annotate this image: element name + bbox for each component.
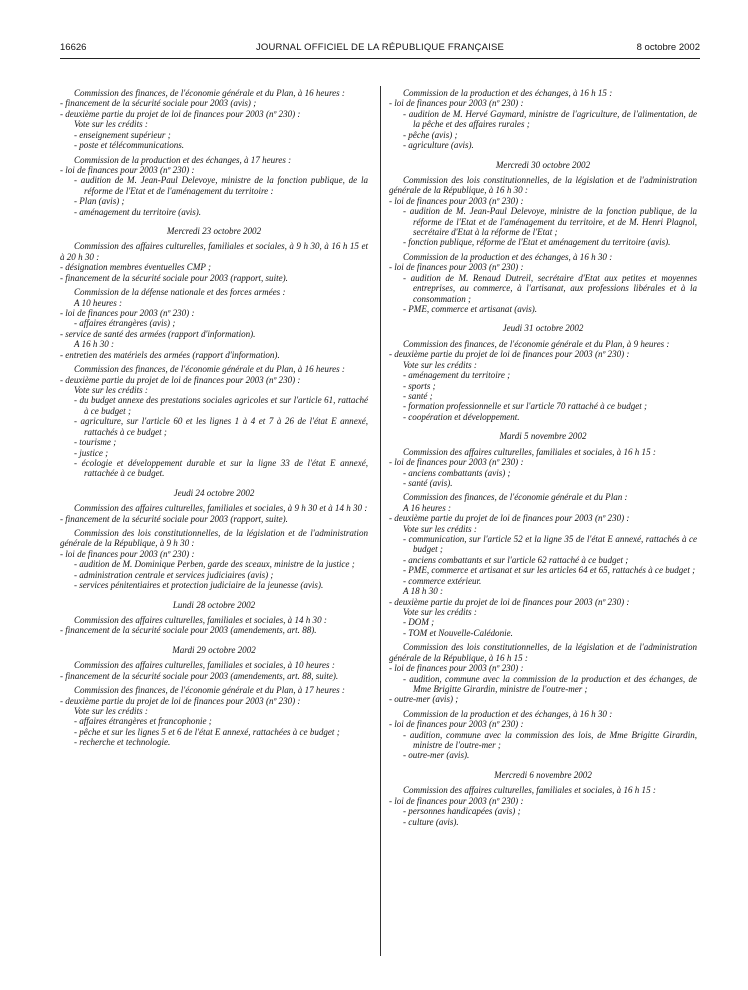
agenda-subitem: - du budget annexe des prestations sociales agricoles et sur l'article 61, rattaché à ce budget ;	[74, 395, 368, 416]
agenda-subitem: - pêche et sur les lignes 5 et 6 de l'état E annexé, rattachées à ce budget ;	[74, 726, 340, 737]
agenda-item: - loi de finances pour 2003 (nº 230) :	[389, 795, 524, 806]
agenda-subitem: - anciens combattants (avis) ;	[403, 467, 511, 478]
agenda-label: Vote sur les crédits :	[74, 119, 148, 130]
date-heading: Jeudi 31 octobre 2002	[502, 323, 584, 334]
agenda-item: - désignation membres éventuelles CMP ;	[60, 262, 211, 273]
agenda-item: - financement de la sécurité sociale pour 2003 (avis) ;	[60, 98, 257, 109]
agenda-subitem: - agriculture (avis).	[403, 140, 474, 151]
agenda-item: - financement de la sécurité sociale pour 2003 (rapport, suite).	[60, 513, 288, 524]
date-heading: Mercredi 30 octobre 2002	[495, 159, 591, 170]
agenda-subitem: - PME, commerce et artisanat (avis).	[403, 304, 538, 315]
page-number: 16626	[60, 42, 87, 53]
agenda-subitem: - enseignement supérieur ;	[74, 129, 171, 140]
agenda-subitem: - affaires étrangères et francophonie ;	[74, 716, 212, 727]
agenda-item: - loi de finances pour 2003 (nº 230) :	[389, 262, 524, 273]
session-intro: Commission de la défense nationale et des forces armées :	[74, 287, 286, 298]
agenda-label: A 16 heures :	[403, 502, 451, 513]
journal-title: JOURNAL OFFICIEL DE LA RÉPUBLIQUE FRANÇAISE	[255, 42, 505, 53]
agenda-item: - loi de finances pour 2003 (nº 230) :	[389, 195, 524, 206]
agenda-subitem: - aménagement du territoire (avis).	[74, 206, 202, 217]
agenda-subitem: - poste et télécommunications.	[74, 140, 185, 151]
agenda-label: Vote sur les crédits :	[403, 359, 477, 370]
agenda-item: - financement de la sécurité sociale pour 2003 (rapport, suite).	[60, 272, 288, 283]
session-intro: Commission de la production et des échanges, à 16 h 30 :	[403, 251, 613, 262]
agenda-label: Vote sur les crédits :	[74, 384, 148, 395]
session-intro: Commission des lois constitutionnelles, de la législation et de l'administration générale de la République, à 16 h 30 :	[389, 174, 697, 196]
agenda-item: - loi de finances pour 2003 (nº 230) :	[389, 719, 524, 730]
date-heading: Mercredi 6 novembre 2002	[494, 769, 592, 780]
agenda-item: - financement de la sécurité sociale pour 2003 (amendements, art. 88, suite).	[60, 670, 339, 681]
agenda-subitem: - PME, commerce et artisanat et sur les articles 64 et 65, rattachés à ce budget ;	[403, 565, 696, 576]
agenda-subitem: - aménagement du territoire ;	[403, 370, 511, 381]
agenda-subitem: - audition de M. Jean-Paul Delevoye, ministre de la fonction publique, de la réforme de l'Etat et de l'aménagement du territoire, et de M. Henri Plagnol, secrétaire d'Etat à la réforme de l'Etat ;	[403, 206, 697, 238]
session-intro: Commission des affaires culturelles, familiales et sociales, à 9 h 30 et à 14 h 30 :	[74, 503, 368, 514]
date-heading: Lundi 28 octobre 2002	[172, 599, 256, 610]
session-intro: Commission des finances, de l'économie générale et du Plan, à 16 heures :	[74, 364, 345, 375]
agenda-subitem: - services pénitentiaires et protection judiciaire de la jeunesse (avis).	[74, 580, 324, 591]
session-intro: Commission des affaires culturelles, familiales et sociales, à 14 h 30 :	[74, 614, 327, 625]
agenda-item: - deuxième partie du projet de loi de finances pour 2003 (nº 230) :	[389, 596, 630, 607]
agenda-item: - loi de finances pour 2003 (nº 230) :	[389, 457, 524, 468]
agenda-item: - loi de finances pour 2003 (nº 230) :	[60, 164, 195, 175]
agenda-subitem: - Plan (avis) ;	[74, 196, 125, 207]
agenda-subitem: - outre-mer (avis).	[403, 750, 470, 761]
header-rule	[60, 58, 700, 59]
agenda-subitem: - audition de M. Dominique Perben, garde des sceaux, ministre de la justice ;	[74, 559, 355, 570]
agenda-subitem: - communication, sur l'article 52 et la ligne 35 de l'état E annexé, rattachés à ce budget ;	[403, 534, 697, 555]
agenda-item: - financement de la sécurité sociale pour 2003 (amendements, art. 88).	[60, 625, 317, 636]
agenda-subitem: - fonction publique, réforme de l'Etat et aménagement du territoire (avis).	[403, 237, 671, 248]
agenda-subitem: - audition, commune avec la commission de la production et des échanges, de Mme Brigitte Girardin, ministre de l'outre-mer ;	[403, 673, 697, 694]
agenda-subitem: - coopération et développement.	[403, 411, 520, 422]
agenda-item: - deuxième partie du projet de loi de finances pour 2003 (nº 230) :	[389, 349, 630, 360]
column-divider	[380, 86, 381, 956]
agenda-label: Vote sur les crédits :	[403, 606, 477, 617]
issue-date: 8 octobre 2002	[636, 42, 700, 53]
agenda-subitem: - TOM et Nouvelle-Calédonie.	[403, 627, 513, 638]
date-heading: Mercredi 23 octobre 2002	[166, 226, 262, 237]
agenda-subitem: - agriculture, sur l'article 60 et les lignes 1 à 4 et 7 à 26 de l'état E annexé, rattachés à ce budget ;	[74, 416, 368, 437]
session-intro: Commission des lois constitutionnelles, de la législation et de l'administration générale de la République, à 9 h 30 :	[60, 528, 368, 549]
agenda-label: Vote sur les crédits :	[403, 523, 477, 534]
page-header	[60, 42, 700, 56]
agenda-subitem: - affaires étrangères (avis) ;	[74, 318, 176, 329]
session-intro: Commission des affaires culturelles, familiales et sociales, à 10 heures :	[74, 660, 335, 671]
agenda-subitem: - DOM ;	[403, 617, 435, 628]
session-intro: Commission des lois constitutionnelles, de la législation et de l'administration générale de la République, à 16 h 15 :	[389, 642, 697, 663]
agenda-item: - deuxième partie du projet de loi de finances pour 2003 (nº 230) :	[60, 695, 301, 706]
date-heading: Jeudi 24 octobre 2002	[173, 487, 255, 498]
agenda-subitem: - écologie et développement durable et sur la ligne 33 de l'état E annexé, rattachée à ce budget.	[74, 457, 368, 479]
agenda-item: - loi de finances pour 2003 (nº 230) :	[389, 98, 524, 109]
agenda-label: A 10 heures :	[74, 297, 122, 308]
agenda-item: - service de santé des armées (rapport d'information).	[60, 328, 256, 339]
agenda-subitem: - audition de M. Renaud Dutreil, secrétaire d'Etat aux petites et moyennes entreprises, au commerce, à l'artisanat, aux professions libérales et à la consommation ;	[403, 272, 697, 304]
agenda-subitem: - formation professionnelle et sur l'article 70 rattaché à ce budget ;	[403, 401, 648, 412]
left-column	[60, 88, 368, 748]
agenda-item: - deuxième partie du projet de loi de finances pour 2003 (nº 230) :	[389, 513, 630, 524]
agenda-subitem: - recherche et technologie.	[74, 737, 171, 748]
session-intro: Commission des affaires culturelles, familiales et sociales, à 16 h 15 :	[403, 785, 656, 796]
date-heading: Mardi 5 novembre 2002	[499, 431, 587, 442]
agenda-item: - loi de finances pour 2003 (nº 230) :	[60, 308, 195, 319]
agenda-item: - outre-mer (avis) ;	[389, 694, 459, 705]
agenda-label: A 16 h 30 :	[74, 339, 115, 350]
agenda-subitem: - audition de M. Jean-Paul Delevoye, ministre de la fonction publique, de la réforme de l'Etat et de l'aménagement du territoire :	[74, 175, 368, 196]
agenda-subitem: - santé (avis).	[403, 477, 453, 488]
agenda-subitem: - commerce extérieur.	[403, 575, 482, 586]
agenda-subitem: - audition, commune avec la commission des lois, de Mme Brigitte Girardin, ministre de l'outre-mer ;	[403, 729, 697, 751]
session-intro: Commission de la production et des échanges, à 16 h 30 :	[403, 708, 613, 719]
agenda-item: - loi de finances pour 2003 (nº 230) :	[60, 548, 195, 559]
agenda-subitem: - sports ;	[403, 380, 436, 391]
session-intro: Commission des finances, de l'économie générale et du Plan, à 17 heures :	[74, 685, 345, 696]
agenda-subitem: - tourisme ;	[74, 437, 117, 448]
agenda-label: A 18 h 30 :	[403, 586, 444, 597]
agenda-item: - loi de finances pour 2003 (nº 230) :	[389, 663, 524, 674]
session-intro: Commission des finances, de l'économie générale et du Plan :	[403, 492, 628, 503]
agenda-item: - deuxième partie du projet de loi de finances pour 2003 (nº 230) :	[60, 374, 301, 385]
agenda-subitem: - santé ;	[403, 390, 433, 401]
date-heading: Mardi 29 octobre 2002	[172, 644, 256, 655]
agenda-subitem: - pêche (avis) ;	[403, 129, 458, 140]
agenda-subitem: - audition de M. Hervé Gaymard, ministre de l'agriculture, de l'alimentation, de la pêche et des affaires rurales ;	[403, 108, 697, 130]
session-intro: Commission des affaires culturelles, familiales et sociales, à 9 h 30, à 16 h 15 et à 20 h 30 :	[60, 241, 368, 262]
agenda-label: Vote sur les crédits :	[74, 705, 148, 716]
session-intro: Commission des finances, de l'économie générale et du Plan, à 16 heures :	[74, 88, 345, 98]
agenda-subitem: - administration centrale et services judiciaires (avis) ;	[74, 569, 274, 580]
session-intro: Commission de la production et des échanges, à 17 heures :	[74, 154, 292, 165]
agenda-subitem: - justice ;	[74, 447, 109, 458]
right-column	[389, 88, 697, 827]
agenda-item: - deuxième partie du projet de loi de finances pour 2003 (nº 230) :	[60, 108, 301, 119]
agenda-subitem: - personnes handicapées (avis) ;	[403, 806, 521, 817]
session-intro: Commission de la production et des échanges, à 16 h 15 :	[403, 88, 613, 98]
agenda-subitem: - culture (avis).	[403, 816, 459, 827]
agenda-subitem: - anciens combattants et sur l'article 62 rattaché à ce budget ;	[403, 554, 629, 565]
agenda-item: - entretien des matériels des armées (rapport d'information).	[60, 349, 280, 360]
session-intro: Commission des affaires culturelles, familiales et sociales, à 16 h 15 :	[403, 446, 656, 457]
session-intro: Commission des finances, de l'économie générale et du Plan, à 9 heures :	[403, 338, 670, 349]
